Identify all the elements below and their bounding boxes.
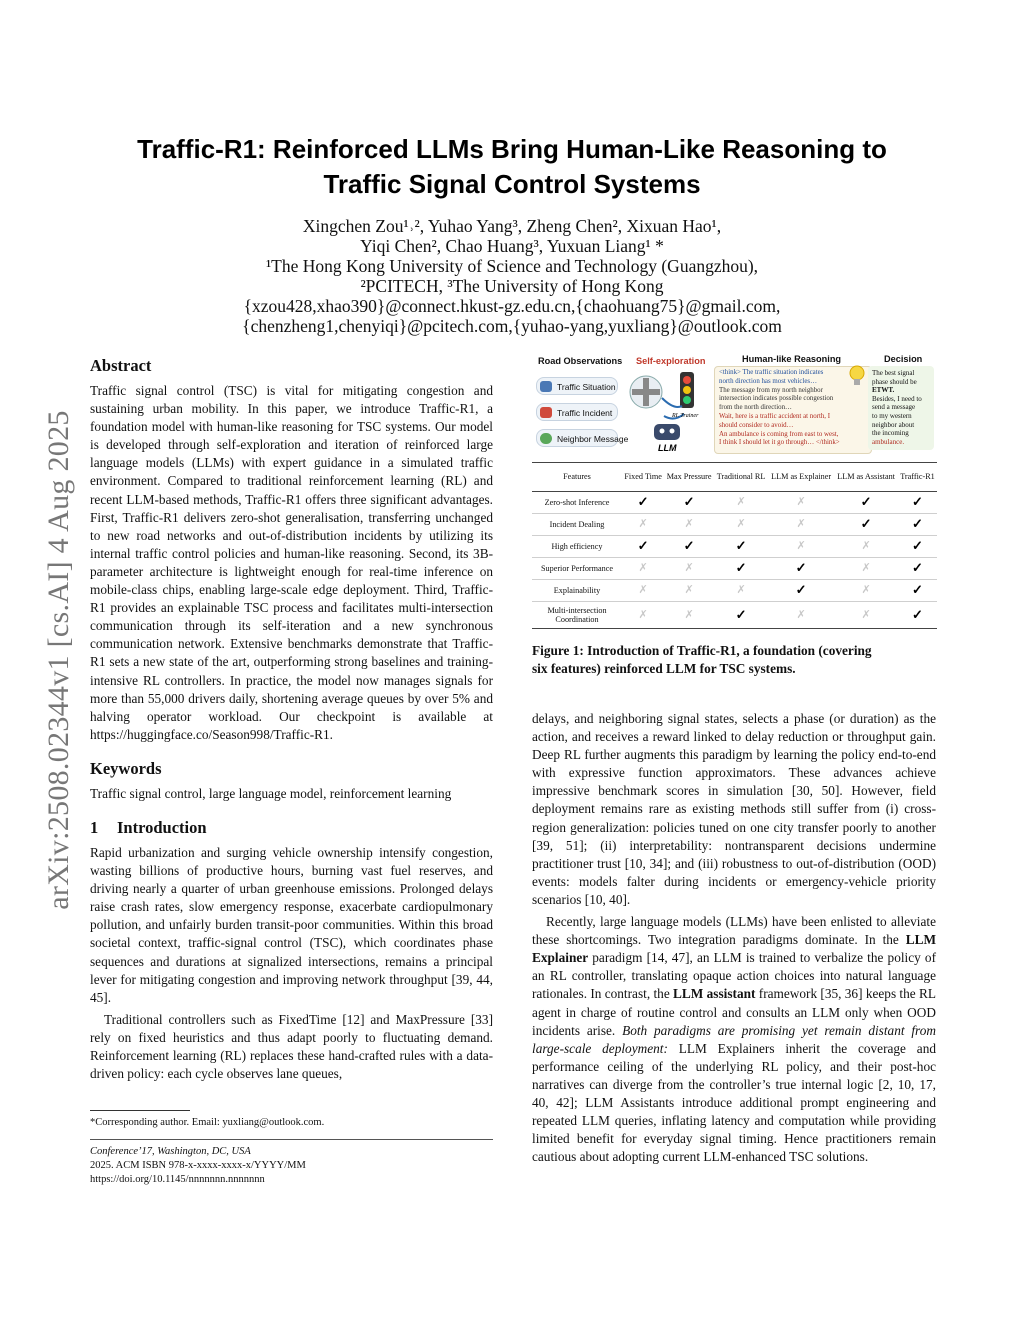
body-paragraph: Recently, large language models (LLMs) have been enlisted to alleviate these shortcomings. Two integration paradigms dominate. In the LLM Explainer paradigm [14, 47], an LLM is trained to verbalize the policy of an RL controller, translating opaque action choices into natural language rationales. In contrast, the LLM assistant framework [35, 36] keeps the RL agent in charge of routine control and consults an LLM only when OOD incidents arise. Both paradigms are promising yet remain distant from large-scale deployment: LLM Explainers inherit the coverage and performance ceiling of the underlying RL policy, and their post-hoc narratives can diverge from the controller’s true internal logic [2, 10, 17, 40, 42]; LLM Assistants introduce additional prompt engineering and repeated LLM queries, inflating latency and computation while providing limited benefit for everyday signal timing. Hence practitioners remain cautious about adopting current LLM-enhanced TSC solutions. [532,914,936,1165]
decision-line: neighbor about [872,420,915,429]
feature-label: Superior Performance [532,558,622,580]
footnote: *Corresponding author. Email: yuxliang@outlook.com. [90,1117,325,1128]
cross-mark: ✗ [638,518,648,531]
llm-explainer-term: LLM Explainer [532,932,936,966]
check-icon [714,602,768,629]
decision-line: send a message [872,403,916,412]
check-icon [664,536,714,558]
column-header: Traditional RL [714,463,768,492]
feature-label: Incident Dealing [532,514,622,536]
feature-label: Zero-shot Inference [532,492,622,514]
check-icon [898,558,937,580]
figure-illustration [532,350,937,458]
check-mark: ✓ [637,538,649,554]
emphasis-text: Both paradigms are promising yet remain distant from large-scale deployment: [532,1022,936,1056]
cross-icon [664,602,714,629]
cross-icon [622,580,664,602]
column-header: LLM as Assistant [834,463,898,492]
check-mark: ✓ [860,516,872,532]
robot-eye-icon [670,429,675,434]
check-icon [714,558,768,580]
check-icon [622,536,664,558]
decision-box [868,366,934,450]
column-header: Max Pressure [664,463,714,492]
affiliation-line: ¹The Hong Kong University of Science and Technology (Guangzhou), [265,256,759,276]
cross-icon [664,514,714,536]
caption-line: Figure 1: Introduction of Traffic-R1, a foundation (covering [532,643,872,658]
conference-line: 2025. ACM ISBN 978-x-xxxx-xxxx-x/YYYY/MM [90,1160,306,1171]
check-icon [714,536,768,558]
cross-icon [834,536,898,558]
lightbulb-icon [848,364,866,388]
incident-icon [540,407,552,418]
author-line: Xingchen Zou¹˒², Yuhao Yang³, Zheng Chen², Xixuan Hao¹, [302,216,722,236]
cross-icon [622,558,664,580]
check-mark: ✓ [912,606,923,622]
cross-icon [768,514,834,536]
conference-line: Conference’17, Washington, DC, USA [90,1146,251,1157]
reasoning-line: An ambulance is coming from east to west, [719,430,839,438]
section-title: Introduction [117,817,207,837]
explore-header: Self-exploration [636,356,706,366]
check-mark: ✓ [860,494,872,510]
cross-icon [714,492,768,514]
keywords-text: Traffic signal control, large language model, reinforcement learning [90,785,452,801]
check-mark: ✓ [735,538,747,554]
check-mark: ✓ [683,494,695,510]
reasoning-header: Human-like Reasoning [742,354,842,364]
check-icon [898,514,937,536]
feature-label: Explainability [532,580,622,602]
decision-line: Besides, I need to [872,394,922,403]
section-number: 1 [90,817,99,837]
footnote-divider [90,1110,190,1111]
cross-mark: ✗ [861,584,871,597]
green-light-icon [683,396,691,404]
author-block [150,216,874,336]
cross-mark: ✗ [684,518,694,531]
figure-1 [532,350,937,635]
check-icon [664,492,714,514]
cross-mark: ✗ [861,562,871,575]
column-header: Fixed Time [622,463,664,492]
decision-line: The best signal [872,369,915,377]
intro-paragraph: Rapid urbanization and surging vehicle ownership intensify congestion, wasting billions of productive hours, burning vast fuel reserves, and driving nearly a quarter of urban greenhouse emissions. Prolonged delays raise crash rates, slow emergency response, exacerbate cardiopulmonary pollution, and unfairly burden transit-poor communities. Within this broad societal context, traffic-signal control (TSC), which coordinates phase sequences and durations at signalized intersections, remains a principal lever for mitigating congestion and improving network throughput [39, 44, 45]. [90,844,493,1005]
llm-assistant-term: LLM assistant [673,986,756,1002]
cross-icon [768,536,834,558]
table-row [532,558,937,580]
reasoning-line: from the north direction… [719,404,792,412]
check-icon [768,558,834,580]
check-icon [622,492,664,514]
obs-traffic-incident: Traffic Incident [536,403,618,421]
check-icon [898,580,937,602]
author-line: Yiqi Chen², Chao Huang³, Yuxuan Liang¹ * [360,236,664,256]
reasoning-line: Wait, here is a traffic accident at north, I [719,412,831,420]
check-mark: ✓ [683,538,695,554]
cross-mark: ✗ [684,562,694,575]
cross-mark: ✗ [736,518,746,531]
table-row [532,536,937,558]
message-icon [540,433,552,444]
reasoning-line: north direction has most vehicles… [719,377,817,385]
table-header-row [532,463,937,492]
obs-header: Road Observations [538,356,623,366]
obs-traffic-situation: Traffic Situation [536,377,618,395]
cross-icon [714,514,768,536]
column-header: Features [532,463,622,492]
check-mark: ✓ [912,582,923,598]
keywords-heading: Keywords [90,758,162,778]
cross-mark: ✗ [684,584,694,597]
conference-divider [90,1139,493,1140]
column-header: LLM as Explainer [768,463,834,492]
check-mark: ✓ [735,560,747,576]
intro-paragraph: Traditional controllers such as FixedTime [12] and MaxPressure [33] rely on fixed heuristics and thus adapt poorly to fluctuating demand. Reinforcement learning (RL) replaces these hand-crafted rules with a data-driven policy: each cycle observes lane queues, [90,1011,493,1082]
cross-icon [768,492,834,514]
llm-label: LLM [658,443,677,453]
cross-mark: ✗ [684,608,694,621]
cross-mark: ✗ [861,608,871,621]
title-line: Traffic-R1: Reinforced LLMs Bring Human-Like Reasoning to [137,134,887,164]
right-column [532,710,936,1166]
cross-mark: ✗ [638,608,648,621]
check-mark: ✓ [912,538,923,554]
figure-caption [532,642,936,678]
table-row [532,580,937,602]
check-mark: ✓ [795,560,807,576]
cross-mark: ✗ [736,584,746,597]
cross-icon [664,580,714,602]
cross-mark: ✗ [796,496,806,509]
feature-comparison-table [532,462,937,629]
check-icon [898,492,937,514]
check-mark: ✓ [735,606,747,622]
robot-eye-icon [660,429,665,434]
robot-icon [654,424,680,440]
check-icon [834,514,898,536]
left-column [90,356,493,1083]
decision-line: ETWT. [872,386,895,395]
yellow-light-icon [683,386,691,394]
cross-mark: ✗ [861,540,871,553]
feature-label: Multi-intersection Coordination [532,602,622,629]
cross-icon [622,514,664,536]
affiliation-line: ²PCITECH, ³The University of Hong Kong [360,276,664,296]
check-icon [898,602,937,629]
cross-mark: ✗ [796,608,806,621]
cross-icon [664,558,714,580]
cross-mark: ✗ [796,540,806,553]
title-line: Traffic Signal Control Systems [323,169,701,199]
decision-line: the incoming [872,429,909,438]
obs-neighbor-message: Neighbor Message [536,429,618,447]
rl-label: RL Trainer [672,413,699,419]
check-mark: ✓ [637,494,649,510]
reasoning-line: I think I should let it go through… </think> [719,439,840,447]
reasoning-line: intersection indicates possible congestion [719,395,834,403]
table-row [532,492,937,514]
paper-title [80,132,944,202]
cross-icon [768,602,834,629]
road-icon [643,378,649,406]
email-line: {xzou428,xhao390}@connect.hkust-gz.edu.cn,{chaohuang75}@gmail.com, [243,296,781,316]
reasoning-line: should consider to avoid… [719,421,794,429]
section-heading [90,818,493,838]
cross-mark: ✗ [638,562,648,575]
cross-icon [834,580,898,602]
cross-icon [622,602,664,629]
car-icon [540,381,552,392]
check-mark: ✓ [912,494,923,510]
reasoning-line: The message from my north neighbor [719,386,823,394]
cross-icon [834,602,898,629]
check-icon [768,580,834,602]
check-mark: ✓ [912,560,923,576]
decision-line: ambulance. [872,437,905,446]
arrow-icon [662,398,682,407]
paper-page: arXiv:2508.02344v1 [cs.AI] 4 Aug 2025 Traffic-R1: Reinforced LLMs Bring Human-Like Reasoning to Traffic Signal Control Systems Xingchen Zou¹˒², Yuhao Yang³, Zheng Chen², Xixuan Hao¹, Yiqi Chen², Chao Huang³, Yuxuan Liang¹ * ¹The Hong Kong University of Science and Technology (Guangzhou), ²PCITECH, ³The University of Hong Kong {xzou428,xhao390}@connect.hkust-gz.edu.cn,{chaohuang75}@gmail.com, {chenzheng1,chenyiqi}@pcitech.com,{yuhao-yang,yuxliang}@outlook.com Abstract Traffic signal control (TSC) is vital for mitigating congestion and sustaining urban mobility. In this paper, we introduce Traffic-R1, a foundation model with human-like reasoning for TSC systems. Our model is developed through self-exploration and iteration of reinforced large language models (LLMs) with expert guidance in a simulated traffic environment. Compared to traditional reinforcement learning (RL) and recent LLM-based methods, Traffic-R1 offers three significant advantages. First, Traffic-R1 delivers zero-shot generalisation, transferring unchanged to new road networks and out-of-distribution incidents by utilizing its internal traffic control policies and human-like reasoning. Second, its 3B-parameter architecture is lightweight enough for real-time inference on mobile-class chips, enabling large-scale edge deployment. Third, Traffic-R1 provides an explainable TSC process and facilitates multi-intersection communication through its self-iteration and a new synchronous communication network. Extensive benchmarks demonstrate that Traffic-R1 sets a new state of the art, outperforming strong baselines and training-intensive RL controllers. In practice, the model now manages signals for more than 55,000 drivers daily, shortening average queues by over 5% and halving operator workload. Our checkpoint is available at https://huggingface.co/Season998/Traffic-R1. Keywords Traffic signal control, large language model, reinforcement learning 1 Introduction Rapid urbanization and surging vehicle ownership intensify congestion, wasting billions of productive hours, burning vast fuel reserves, and driving nearly a quarter of urban greenhouse emissions. Prolonged delays raise crash rates, slow emergency response, exacerbate cardiopulmonary pollution, and unfairly burden transit-poor communities. Within this broad societal context, traffic-signal control (TSC), which coordinates phase sequences and durations at signalized intersections, remains a principal lever for mitigating congestion and improving network throughput [39, 44, 45]. Traditional controllers such as FixedTime [12] and MaxPressure [33] rely on fixed heuristics and thus adapt poorly to fluctuating demand. Reinforcement learning (RL) replaces these hand-crafted rules with a data-driven policy: each cycle observes lane queues, *Corresponding author. Email: yuxliang@outlook.com. Conference’17, Washington, DC, USA 2025. ACM ISBN 978-x-xxxx-xxxx-x/YYYY/MM https://doi.org/10.1145/nnnnnnn.nnnnnnn Road Observations Self-exploration Human-like Reasoning Decision Traffic Situation Traffic Incident Neighbor Message RL Trainer LLM <think> The traffic situation indicates north direction has most vehicles… The message from my north neighbor intersection indicates possible congestion from the north direction… Wait, here is a traffic accident at north, I should consider to avoid… An ambulance is coming from east to west, I think I should let it go through… </think> The best signal phase should be ETWT. Besides, I need to send a message to my western neighbor about the incoming ambulance. Features Fixed Time Max Pressure Traditional RL LLM as Explainer LLM as Assistant Traffic-R1 Zero-shot Inference ✓ ✓ ✗ ✗ ✓ ✓ Incident Dealing ✗ ✗ ✗ ✗ ✓ ✓ High efficiency ✓ ✓ ✓ ✗ ✗ ✓ Superior Performance ✗ ✗ ✓ ✓ ✗ ✓ Explainability ✗ ✗ ✗ ✓ ✗ ✓ Multi-intersection Coordination ✗ ✗ ✓ ✗ ✗ ✓ Figure 1: Introduction of Traffic-R1, a foundation (covering six features) reinforced LLM for TSC systems. delays, and neighboring signal states, selects a phase (or duration) as the action, and receives a reward linked to delay reduction or throughput gain. Deep RL further augments this paradigm by learning the policy end-to-end with expressive function approximators. These advances achieve impressive benchmark scores in simulation [30, 50]. However, field deployment remains rare as existing methods still suffer from (i) cross-region generalization: policies tuned on one city transfer poorly to another [39, 51]; (ii) interpretability: nontransparent decisions undermine practitioner trust [10, 34]; and (iii) robustness to out-of-distribution (OOD) events: models falter during incidents or emergency-vehicle priority scenarios [10, 40]. Recently, large language models (LLMs) have been enlisted to alleviate these shortcomings. Two integration paradigms dominate. In the LLM Explainer paradigm [14, 47], an LLM is trained to verbalize the policy of an RL controller, translating opaque action choices into natural language rationales. In contrast, the LLM assistant framework [35, 36] keeps the RL agent in charge of routine control and consults an LLM only when OOD incidents arise. Both paradigms are promising yet remain distant from large-scale deployment: LLM Explainers inherit the coverage and performance ceiling of the underlying RL policy, and their post-hoc narratives can diverge from the controller’s true internal logic [2, 10, 17, 40, 42]; LLM Assistants introduce additional prompt engineering and repeated LLM queries, inflating latency and computation while providing limited benefit for everyday signal timing. Hence practitioners remain cautious about adopting current LLM-enhanced TSC solutions. [0,0,1024,1325]
table-body [532,492,937,629]
conference-line: https://doi.org/10.1145/nnnnnnn.nnnnnnn [90,1174,265,1185]
feature-label: High efficiency [532,536,622,558]
decision-line: phase should be [872,377,917,386]
table-row [532,514,937,536]
table-row [532,602,937,629]
abstract-text: Traffic signal control (TSC) is vital for mitigating congestion and sustaining urban mobility. In this paper, we introduce Traffic-R1, a foundation model with human-like reasoning for TSC systems. Our model is developed through self-exploration and iteration of reinforced large language models (LLMs) with expert guidance in a simulated traffic environment. Compared to traditional reinforcement learning (RL) and recent LLM-based methods, Traffic-R1 offers three significant advantages. First, Traffic-R1 delivers zero-shot generalisation, transferring unchanged to new road networks and out-of-distribution incidents by utilizing its internal traffic control policies and human-like reasoning. Second, its 3B-parameter architecture is lightweight enough for real-time inference on mobile-class chips, enabling large-scale edge deployment. Third, Traffic-R1 provides an explainable TSC process and facilitates multi-intersection communication through its self-iteration and a new synchronous communication network. Extensive benchmarks demonstrate that Traffic-R1 sets a new state of the art, outperforming strong baselines and training-intensive RL controllers. In practice, the model now manages signals for more than 55,000 drivers daily, shortening average queues by over 5% and halving operator workload. Our checkpoint is available at https://huggingface.co/Season998/Traffic-R1. [90,383,493,742]
abstract-heading: Abstract [90,356,152,375]
check-mark: ✓ [795,582,807,598]
reasoning-line: <think> The traffic situation indicates [719,369,824,376]
cross-mark: ✗ [796,518,806,531]
red-light-icon [683,376,691,384]
column-header: Traffic-R1 [898,463,937,492]
conference-info [90,1145,306,1187]
check-icon [834,492,898,514]
decision-line: to my western [872,411,912,420]
self-exploration-graphic [624,368,712,454]
body-paragraph: delays, and neighboring signal states, selects a phase (or duration) as the action, and receives a reward linked to delay reduction or throughput gain. Deep RL further augments this paradigm by learning the policy end-to-end with expressive function approximators. These advances achieve impressive benchmark scores in simulation [30, 50]. However, field deployment remains rare as existing methods still suffer from (i) cross-region generalization: policies tuned on one city transfer poorly to another [39, 51]; (ii) interpretability: nontransparent decisions undermine practitioner trust [10, 34]; and (iii) robustness to out-of-distribution (OOD) events: models falter during incidents or emergency-vehicle priority scenarios [10, 40]. [532,711,936,907]
cross-icon [834,558,898,580]
cross-mark: ✗ [736,496,746,509]
check-icon [898,536,937,558]
cross-icon [714,580,768,602]
decision-header: Decision [884,354,923,364]
cross-mark: ✗ [638,584,648,597]
check-mark: ✓ [912,516,923,532]
email-line: {chenzheng1,chenyiqi}@pcitech.com,{yuhao-yang,yuxliang}@outlook.com [242,316,782,336]
caption-line: six features) reinforced LLM for TSC systems. [532,661,796,677]
